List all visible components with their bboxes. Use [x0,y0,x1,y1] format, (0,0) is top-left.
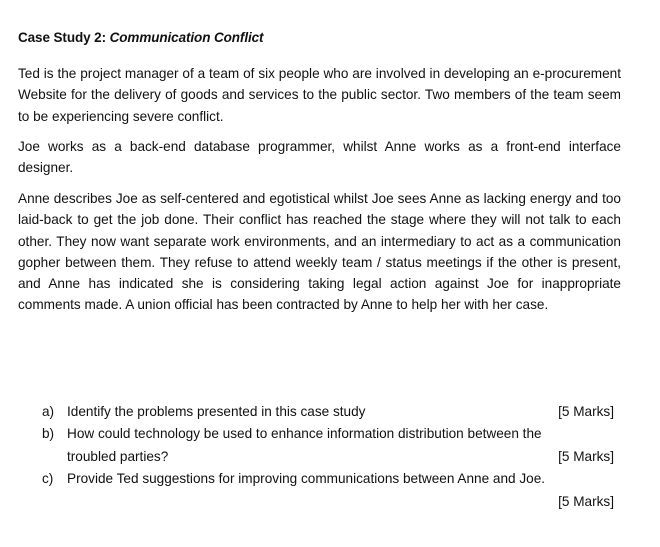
question-list [42,401,614,513]
question-b [42,423,614,468]
marks-label: [5 Marks] [558,493,614,509]
paragraph-roles: Joe works as a back-end database programmer, whilst Anne works as a front-end interface designer. [18,139,621,176]
question-letter: b) [42,426,55,442]
question-a [42,401,614,423]
question-text-line: How could technology be used to enhance information distribution between the [67,426,542,442]
question-text-line: Identify the problems presented in this case study [67,404,366,419]
paragraph-intro: Ted is the project manager of a team of six people who are involved in developing an e-procurement Website for the delivery of goods and services to the public sector. Two members of the team seem to be experiencing severe conflict. [18,66,621,124]
case-study-title: Communication Conflict [109,30,264,45]
question-letter: a) [42,404,55,419]
question-text-line: troubled parties? [67,448,169,464]
paragraph-conflict: Anne describes Joe as self-centered and egotistical whilst Joe sees Anne as lacking energy and too laid-back to get the job done. Their conflict has reached the stage where they will not talk to each other. They now want separate work environments, and an intermediary to act as a communication gopher between them. They refuse to attend weekly team / status meetings if the other is present, and Anne has indicated she is considering taking legal action against Joe for inappropriate comments made. A union official has been contracted by Anne to help her with her case. [18,191,621,313]
question-c [42,468,614,513]
marks-label: [5 Marks] [558,404,614,419]
question-text-line: Provide Ted suggestions for improving communications between Anne and Joe. [67,471,546,487]
question-letter: c) [42,471,54,487]
marks-label: [5 Marks] [558,448,614,464]
question-text [67,401,614,423]
case-study-heading [18,30,263,45]
question-text [67,446,614,468]
case-study-label: Case Study 2: [18,30,106,45]
